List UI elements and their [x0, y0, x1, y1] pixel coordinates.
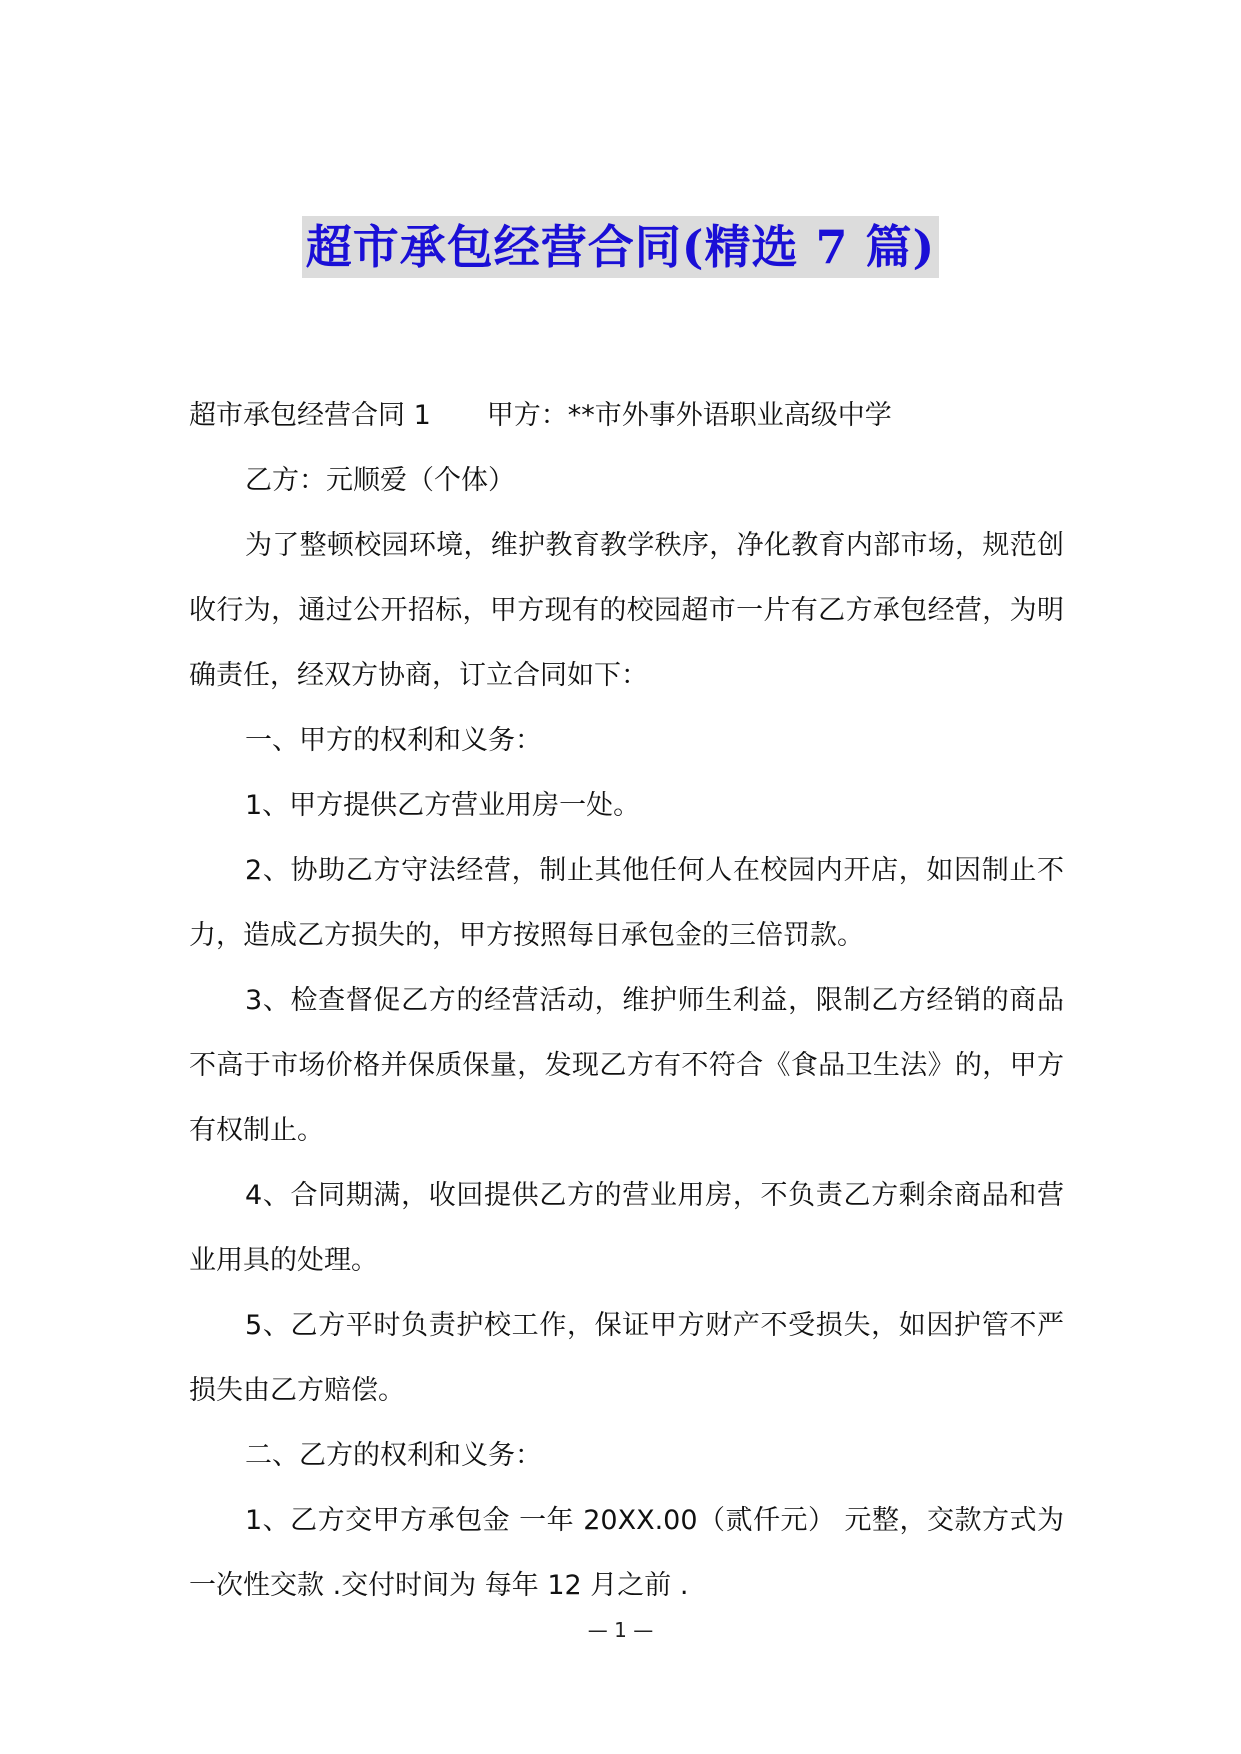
paragraph-party-b: 乙方：元顺爱（个体）: [245, 465, 515, 496]
clause-a-3: 3、检查督促乙方的经营活动，维护师生利益，限制乙方经销的商品不高于市场价格并保质保量，发现乙方有不符合《食品卫生法》的，甲方有权制止。: [189, 985, 1064, 1146]
contract-heading: 超市承包经营合同 1: [189, 400, 431, 431]
title-container: [0, 216, 1241, 278]
paragraph-preamble: 为了整顿校园环境，维护教育教学秩序，净化教育内部市场，规范创收行为，通过公开招标，甲方现有的校园超市一片有乙方承包经营，为明确责任，经双方协商，订立合同如下：: [189, 530, 1064, 691]
clause-a-1: 1、甲方提供乙方营业用房一处。: [245, 790, 641, 821]
party-a-line: 甲方：**市外事外语职业高级中学: [486, 400, 892, 431]
document-title: 超市承包经营合同(精选 7 篇): [302, 216, 940, 278]
document-body: [189, 383, 1064, 1618]
section-heading-party-b: 二、乙方的权利和义务：: [245, 1440, 542, 1471]
page-number: — 1 —: [587, 1618, 654, 1642]
section-heading-party-a: 一、甲方的权利和义务：: [245, 725, 542, 756]
clause-a-4: 4、合同期满，收回提供乙方的营业用房，不负责乙方剩余商品和营业用具的处理。: [189, 1180, 1064, 1276]
clause-b-1: 1、乙方交甲方承包金 一年 20XX.00（贰仟元） 元整，交款方式为 一次性交款 .交付时间为 每年 12 月之前 .: [189, 1505, 1064, 1601]
first-line: [189, 383, 1064, 448]
clause-a-5: 5、乙方平时负责护校工作，保证甲方财产不受损失，如因护管不严损失由乙方赔偿。: [189, 1310, 1064, 1406]
clause-a-2: 2、协助乙方守法经营，制止其他任何人在校园内开店，如因制止不力，造成乙方损失的，甲方按照每日承包金的三倍罚款。: [189, 855, 1064, 951]
